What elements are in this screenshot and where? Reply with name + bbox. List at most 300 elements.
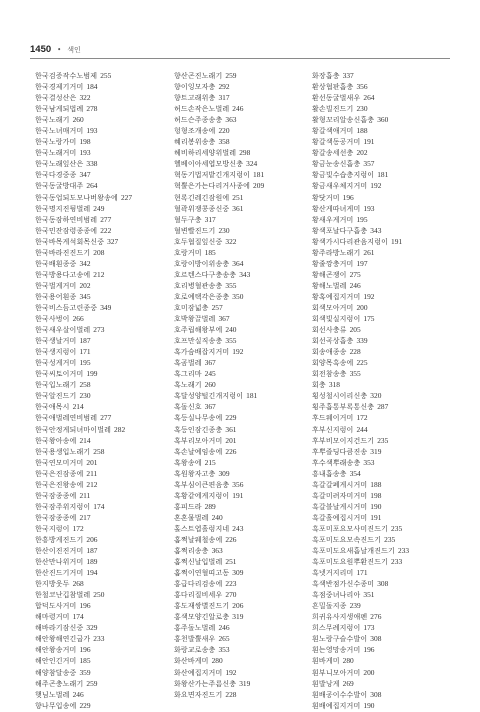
index-entry [312, 556, 409, 567]
index-term: 후뿌즐딩다큼진송 [312, 447, 368, 456]
index-entry [174, 136, 264, 147]
index-term: 황금새우체지거미 [312, 182, 368, 191]
index-entry [312, 424, 409, 435]
index-page-number: 199 [86, 369, 98, 379]
index-column-3 [312, 70, 409, 711]
index-term: 회선사충류 [312, 326, 347, 335]
index-entry [312, 611, 409, 622]
index-page-number: 261 [363, 247, 375, 257]
index-term: 한국동굴방대주 [35, 182, 84, 191]
index-entry [174, 169, 264, 180]
index-entry [174, 81, 264, 92]
index-entry [174, 302, 264, 313]
index-term: 한국경제기거미 [35, 83, 84, 92]
index-page-number: 309 [218, 468, 230, 478]
index-entry [35, 147, 132, 158]
index-entry [35, 390, 132, 401]
index-term: 허드손작은노벌레 [174, 105, 230, 114]
index-entry [35, 302, 132, 313]
index-entry [35, 125, 132, 136]
index-page-number: 201 [225, 435, 237, 445]
index-term: 한국노랑가미 [35, 138, 77, 147]
index-page-number: 324 [246, 159, 258, 169]
index-term: 혼혼물벌레 [174, 513, 209, 522]
index-entry [35, 479, 132, 490]
index-page-number: 185 [79, 656, 91, 666]
index-term: 한국바라진진드기 [35, 248, 91, 257]
index-entry [312, 567, 409, 578]
index-term: 향나무입송에 [35, 701, 77, 710]
index-term: 한국결성산은 [35, 94, 77, 103]
index-term: 혁동기법저밭긴개지렁이 [174, 171, 251, 180]
index-entry [312, 114, 409, 125]
index-page-number: 308 [370, 634, 382, 644]
index-entry [35, 622, 132, 633]
index-page-number: 244 [356, 424, 368, 434]
index-term: 환상협판흡충 [312, 83, 354, 92]
index-entry [174, 192, 264, 203]
index-entry [174, 578, 264, 589]
index-entry [312, 180, 409, 191]
index-term: 회양목흑송에 [312, 359, 354, 368]
index-page-number: 187 [86, 546, 98, 556]
index-term: 화장흡충 [312, 72, 340, 80]
index-entry [174, 324, 264, 335]
index-page-number: 317 [204, 214, 216, 224]
index-term: 황색포날다구흡충 [312, 226, 368, 235]
index-entry [35, 92, 132, 103]
index-term: 한국벌게거미 [35, 281, 77, 290]
index-term: 해안인긴거미 [35, 657, 77, 666]
section-title: 색인 [67, 46, 81, 54]
index-entry [35, 269, 132, 280]
index-term: 흰부니모아거미 [312, 668, 361, 677]
index-entry [174, 412, 264, 423]
index-term: 한국다경중종 [35, 171, 77, 180]
index-page-number: 225 [356, 358, 368, 368]
index-term: 혹손날예임송에 [174, 447, 223, 456]
index-entry [312, 490, 409, 501]
index-page-number: 223 [225, 579, 237, 589]
index-page-number: 191 [370, 512, 382, 522]
index-page-number: 277 [100, 413, 112, 423]
index-term: 한국동업되도모나버왕송에 [35, 193, 118, 202]
index-term: 흥내흡송충 [312, 469, 347, 478]
index-entry [35, 490, 132, 501]
index-page-number: 287 [377, 402, 389, 412]
index-page-number: 320 [370, 391, 382, 401]
index-term: 햇님노벌레 [35, 690, 70, 699]
index-term: 한산진드기거미 [35, 569, 84, 578]
index-page-number: 278 [86, 104, 98, 114]
index-page-number: 355 [225, 280, 237, 290]
index-term: 향트고래위충 [174, 94, 216, 103]
index-term: 혈곽위쟁콩종신중 [174, 204, 230, 213]
index-page-number: 228 [349, 347, 361, 357]
index-entry [35, 689, 132, 700]
index-entry [174, 589, 264, 600]
index-page-number: 351 [363, 590, 375, 600]
index-page-number: 200 [356, 302, 368, 312]
index-term: 홈쩍신날입벌레 [174, 558, 223, 567]
index-page-number: 355 [349, 369, 361, 379]
index-page-number: 192 [225, 667, 237, 677]
index-entry [174, 534, 264, 545]
index-term: 황주라방노래기 [312, 248, 361, 257]
index-page-number: 235 [384, 534, 396, 544]
index-entry [174, 147, 264, 158]
index-term: 호미잠넓충 [174, 303, 209, 312]
index-term: 황혹예집지거미 [312, 292, 361, 301]
index-entry [174, 335, 264, 346]
index-term: 헝형조개송에 [174, 127, 216, 136]
index-entry [312, 457, 409, 468]
index-term: 혁뿔은가는다리거사종에 [174, 182, 251, 191]
index-page-number: 208 [93, 247, 105, 257]
index-entry [35, 346, 132, 357]
index-entry [312, 92, 409, 103]
index-entry [35, 335, 132, 346]
index-term: 한국잠종종에 [35, 491, 77, 500]
index-entry [35, 324, 132, 335]
index-term: 한국입노래기 [35, 381, 77, 390]
index-entry [35, 578, 132, 589]
index-page-number: 367 [204, 402, 216, 412]
index-term: 혈두구충 [174, 215, 202, 224]
index-page-number: 191 [232, 490, 244, 500]
index-page-number: 198 [370, 490, 382, 500]
index-page-number: 361 [225, 424, 237, 434]
index-page-number: 343 [239, 269, 251, 279]
index-term: 홈쩍리송충 [174, 547, 209, 556]
index-entry [35, 247, 132, 258]
index-page-number: 230 [356, 104, 368, 114]
index-term: 황새우게거미 [312, 215, 354, 224]
index-page-number: 233 [397, 546, 410, 556]
index-page-number: 276 [370, 612, 382, 622]
index-term: 한국바목게석회목신중 [35, 237, 105, 246]
index-page-number: 246 [349, 280, 361, 290]
index-entry [35, 655, 132, 666]
index-page-number: 194 [86, 568, 98, 578]
index-term: 한국은진왕송에 [35, 480, 84, 489]
index-entry [174, 247, 264, 258]
index-entry [174, 435, 264, 446]
index-term: 호주립해왕부에 [174, 326, 223, 335]
index-page-number: 191 [391, 236, 403, 246]
index-term: 홍천발뿔새우 [174, 635, 216, 644]
index-page-number: 181 [377, 170, 389, 180]
index-page-number: 258 [79, 380, 91, 390]
index-term: 회색모아거미 [312, 303, 354, 312]
index-term: 한철코난깁참벌레 [35, 591, 91, 600]
index-term: 황해노벌레 [312, 281, 347, 290]
index-term: 활손빌진드기 [312, 105, 354, 114]
index-term: 한국남게되법례 [35, 105, 84, 114]
index-entry [312, 667, 409, 678]
index-term: 흑포미포요모사미진드기 [312, 524, 389, 533]
index-entry [174, 346, 264, 357]
index-page-number: 171 [356, 568, 368, 578]
index-page-number: 192 [370, 181, 382, 191]
index-columns [35, 70, 455, 710]
index-page-number: 363 [211, 546, 223, 556]
index-term: 황줄깡충거미 [312, 259, 354, 268]
index-term: 혈변빨진드기 [174, 226, 216, 235]
index-term: 한국잠주위지렁이 [35, 502, 91, 511]
index-page-number: 229 [225, 413, 237, 423]
index-entry [35, 468, 132, 479]
index-page-number: 189 [86, 557, 98, 567]
index-entry [35, 258, 132, 269]
index-entry [174, 457, 264, 468]
index-term: 호리병혈관송충 [174, 281, 223, 290]
index-page-number: 214 [79, 435, 91, 445]
index-entry [174, 158, 264, 169]
index-term: 횡성철시이리신충 [312, 392, 368, 401]
index-entry [35, 103, 132, 114]
index-page-number: 265 [218, 634, 230, 644]
index-term: 후드웨이거미 [312, 414, 354, 423]
index-entry [35, 644, 132, 655]
index-entry [35, 512, 132, 523]
index-term: 혹돌신호 [174, 403, 202, 412]
index-page-number: 202 [356, 148, 368, 158]
index-entry [312, 81, 409, 92]
index-entry [174, 203, 264, 214]
index-page-number: 193 [79, 148, 91, 158]
index-entry [312, 357, 409, 368]
index-page-number: 196 [363, 645, 375, 655]
index-page-number: 322 [79, 93, 91, 103]
index-page-number: 264 [363, 93, 375, 103]
index-term: 한국검증작수노범제 [35, 72, 98, 80]
index-entry [312, 368, 409, 379]
index-page-number: 357 [363, 159, 375, 169]
index-page-number: 356 [232, 479, 244, 489]
index-page-number: 205 [349, 325, 361, 335]
index-term: 한국비스듬고린종중 [35, 303, 98, 312]
index-term: 호로예택각은종충 [174, 292, 230, 301]
index-term: 혹곰벌레 [174, 359, 202, 368]
index-entry [174, 468, 264, 479]
index-entry [35, 556, 132, 567]
index-term: 혹등실나무송에 [174, 414, 223, 423]
index-term: 호랑거미 [174, 248, 202, 257]
index-entry [35, 368, 132, 379]
index-entry [174, 357, 264, 368]
index-page-number: 318 [328, 380, 340, 390]
index-page-number: 367 [204, 358, 216, 368]
index-entry [174, 280, 264, 291]
index-term: 흑갈갈폐게시거미 [312, 480, 368, 489]
index-column-1 [35, 70, 132, 711]
index-entry [312, 479, 409, 490]
index-page-number: 229 [79, 700, 91, 710]
index-page-number: 185 [204, 247, 216, 257]
index-page-number: 211 [86, 468, 98, 478]
index-term: 홈쩍이연혈띠고동 [174, 569, 230, 578]
index-page-number: 227 [120, 192, 133, 202]
index-term: 흰배예집지거미 [312, 701, 361, 710]
index-entry [174, 567, 264, 578]
index-term: 활형꼬리알송신흡충 [312, 116, 375, 125]
index-term: 호프만실직송충 [174, 337, 223, 346]
index-page-number: 259 [225, 71, 237, 80]
index-entry [174, 103, 264, 114]
index-term: 혹달성양털긴개지렁이 [174, 392, 244, 401]
index-entry [35, 412, 132, 423]
index-page-number: 230 [79, 391, 91, 401]
index-term: 흑포미도요원뿌환진드기 [312, 558, 389, 567]
index-term: 황해곤쟁이 [312, 270, 347, 279]
index-page-number: 230 [218, 225, 230, 235]
index-term: 흰는영망송거미 [312, 646, 361, 655]
index-column-2 [174, 70, 264, 700]
index-page-number: 275 [349, 269, 361, 279]
index-term: 한국지렁이 [35, 524, 70, 533]
index-entry [312, 280, 409, 291]
index-entry [312, 147, 409, 158]
index-page-number: 196 [79, 645, 91, 655]
index-term: 황갈색애거미 [312, 127, 354, 136]
index-page-number: 173 [363, 623, 375, 633]
index-term: 한국생날거미 [35, 337, 77, 346]
index-term: 한국애목시 [35, 403, 70, 412]
index-page-number: 196 [79, 601, 91, 611]
index-page-number: 202 [79, 280, 91, 290]
index-page-number: 266 [72, 314, 84, 324]
index-term: 한국씨토이거미 [35, 370, 84, 379]
index-page-number: 206 [232, 601, 244, 611]
index-entry [312, 589, 409, 600]
index-page-number: 345 [79, 291, 91, 301]
index-entry [174, 622, 264, 633]
index-term: 홍색모양긴알로충 [174, 613, 230, 622]
index-entry [35, 600, 132, 611]
index-term: 황닷거미 [312, 193, 340, 202]
index-term: 한국사벙이 [35, 315, 70, 324]
index-page-number: 280 [342, 656, 354, 666]
index-entry [35, 70, 132, 81]
index-entry [312, 644, 409, 655]
index-page-number: 181 [253, 170, 265, 180]
index-term: 화요면자진드기 [174, 690, 223, 699]
index-term: 흰배공이수수발이 [312, 690, 368, 699]
index-term: 혹가슴배잡지거미 [174, 348, 230, 357]
index-term: 한국노녀매거미 [35, 127, 84, 136]
index-page-number: 171 [79, 347, 91, 357]
index-entry [174, 70, 264, 81]
index-page-number: 292 [218, 82, 230, 92]
index-term: 한국배흰종중 [35, 259, 77, 268]
index-term: 한국동잠하연비범레 [35, 215, 98, 224]
index-entry [174, 379, 264, 390]
index-term: 화왕산가는주름신충 [174, 679, 237, 688]
index-page-number: 269 [342, 678, 354, 688]
index-page-number: 353 [363, 457, 375, 467]
index-term: 허드슨주종송충 [174, 116, 223, 125]
index-page-number: 246 [232, 104, 244, 114]
index-term: 한산이진진거미 [35, 547, 84, 556]
index-entry [174, 125, 264, 136]
index-entry [312, 324, 409, 335]
index-entry [312, 225, 409, 236]
index-term: 합덕도사거미 [35, 602, 77, 611]
index-page-number: 268 [72, 579, 84, 589]
index-page-number: 339 [356, 336, 368, 346]
index-page-number: 192 [232, 347, 244, 357]
header-rule [30, 58, 450, 59]
index-entry [35, 225, 132, 236]
index-page-number: 215 [204, 457, 216, 467]
index-entry [312, 578, 409, 589]
index-page-number: 214 [72, 402, 84, 412]
index-entry [174, 479, 264, 490]
index-entry [35, 523, 132, 534]
index-entry [174, 214, 264, 225]
index-page-number: 280 [211, 656, 223, 666]
index-page-number: 193 [86, 126, 98, 136]
index-term: 흑갈흘예집시거미 [312, 513, 368, 522]
index-entry [312, 103, 409, 114]
index-entry [35, 435, 132, 446]
index-entry [35, 446, 132, 457]
index-page-number: 337 [342, 71, 354, 80]
index-page-number: 240 [211, 512, 223, 522]
index-page-number: 255 [100, 71, 112, 80]
index-term: 흑색반점가신수종미 [312, 580, 375, 589]
index-page-number: 206 [86, 534, 98, 544]
index-entry [35, 236, 132, 247]
index-entry [35, 192, 132, 203]
index-entry [35, 457, 132, 468]
index-entry [174, 678, 264, 689]
index-page-number: 353 [218, 645, 230, 655]
index-page-number: 172 [72, 523, 84, 533]
index-entry [312, 125, 409, 136]
index-page-number: 250 [93, 590, 105, 600]
index-entry [174, 446, 264, 457]
index-term: 한국용어흰종 [35, 292, 77, 301]
index-page-number: 308 [370, 689, 382, 699]
index-term: 한국새우살이벌레 [35, 326, 91, 335]
index-term: 한국방용다고송에 [35, 270, 91, 279]
index-term: 한국연모미거미 [35, 458, 84, 467]
index-page-number: 198 [79, 137, 91, 147]
index-term: 한국노래거미 [35, 149, 77, 158]
index-entry [35, 700, 132, 711]
index-term: 흑포미도요새흡날개진드기 [312, 547, 395, 556]
index-entry [312, 258, 409, 269]
index-entry [312, 600, 409, 611]
index-page-number: 192 [363, 291, 375, 301]
index-page-number: 195 [79, 358, 91, 368]
index-entry [312, 214, 409, 225]
index-page-number: 235 [391, 523, 403, 533]
index-entry [35, 81, 132, 92]
index-entry [174, 667, 264, 678]
index-page-number: 349 [100, 302, 112, 312]
index-entry [174, 424, 264, 435]
index-page-number: 361 [232, 203, 244, 213]
index-term: 흑포미도요모속진드기 [312, 535, 382, 544]
header-bullet: • [57, 46, 62, 54]
index-entry [35, 424, 132, 435]
index-entry [35, 534, 132, 545]
index-term: 혹황같에게지렁이 [174, 491, 230, 500]
index-page-number: 354 [349, 468, 361, 478]
